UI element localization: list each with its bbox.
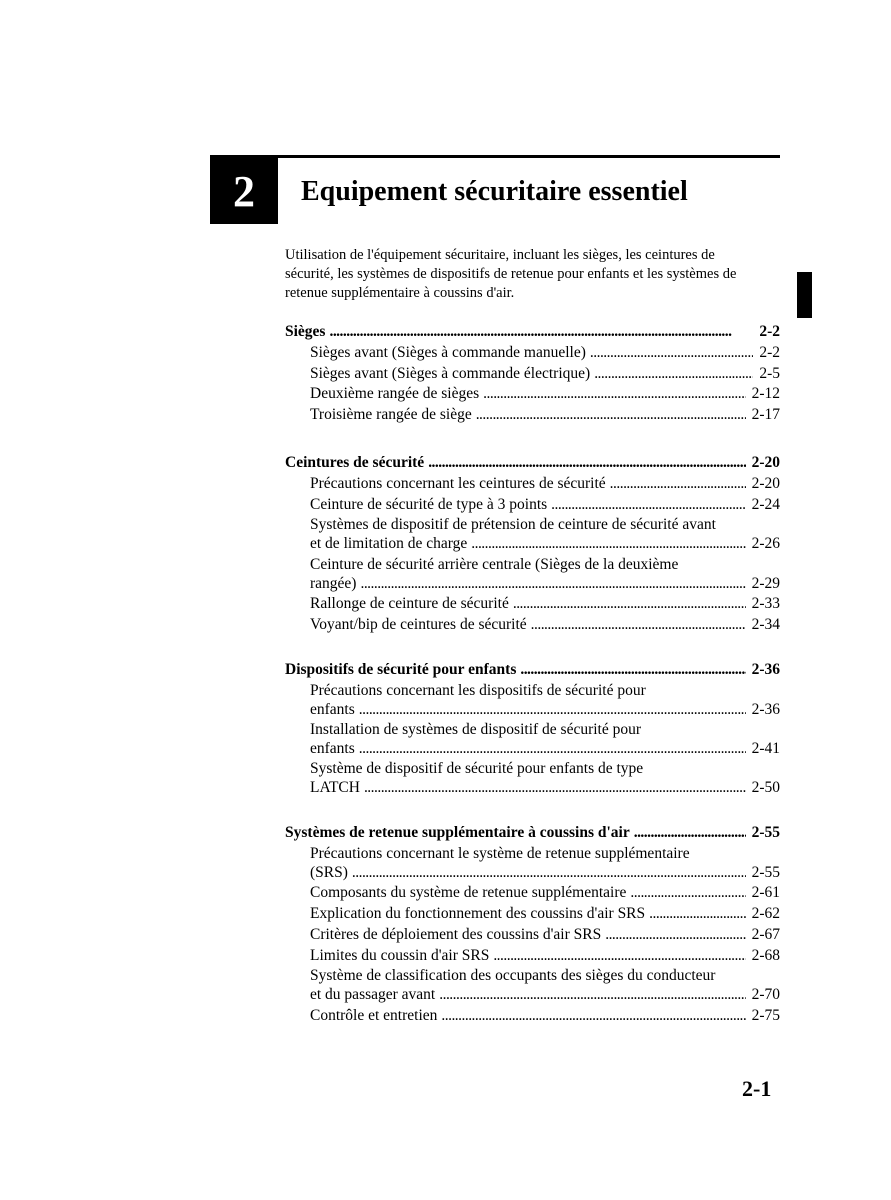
toc-page-number: 2-5 (759, 364, 780, 382)
dot-leader (630, 883, 745, 903)
dot-leader (594, 364, 753, 384)
dot-leader (439, 985, 745, 1005)
toc-entry-text: Sièges (285, 323, 326, 340)
toc-entry-text: Contrôle et entretien (310, 1006, 438, 1024)
chapter-header-rule (210, 155, 780, 158)
toc-page-number: 2-36 (751, 700, 780, 718)
toc-page-number: 2-2 (759, 343, 780, 361)
toc-subentry[interactable] (310, 946, 780, 966)
dot-leader (428, 453, 745, 473)
toc-page-number: 2-41 (751, 740, 780, 758)
toc-page-number: 2-62 (751, 904, 780, 922)
toc-subentry[interactable] (310, 555, 780, 594)
dot-leader (649, 904, 745, 924)
toc-subentry[interactable] (310, 720, 780, 759)
chapter-number: 2 (233, 166, 255, 216)
toc-entry-first-line: Installation de systèmes de dispositif de sécurité pour (310, 721, 642, 739)
toc-subentry[interactable] (310, 925, 780, 945)
toc-entry-text: Limites du coussin d'air SRS (310, 946, 490, 964)
toc-entry-text: Deuxième rangée de sièges (310, 385, 480, 403)
toc-subentry[interactable] (310, 883, 780, 903)
toc-page-number: 2-36 (751, 661, 780, 678)
dot-leader (364, 778, 746, 798)
toc-entry-text: Systèmes de retenue supplémentaire à coussins d'air (285, 824, 630, 841)
toc-subentry[interactable] (310, 515, 780, 554)
toc-page-number: 2-61 (751, 884, 780, 902)
toc-page-number: 2-33 (751, 595, 780, 612)
toc-entry-text: Dispositifs de sécurité pour enfants (285, 661, 517, 678)
toc-page-number: 2-29 (751, 574, 780, 592)
dot-leader (483, 384, 745, 404)
toc-subentry[interactable] (310, 844, 780, 883)
dot-leader (493, 946, 745, 966)
toc-page-number: 2-20 (751, 474, 780, 492)
toc-subentry[interactable] (310, 681, 780, 720)
chapter-number-box (210, 158, 278, 224)
toc-entry-first-line: Précautions concernant le système de retenue supplémentaire (310, 844, 690, 862)
toc-subentry[interactable] (310, 405, 780, 425)
dot-leader (441, 1006, 745, 1026)
toc-page-number: 2-75 (751, 1006, 780, 1024)
chapter-intro: Utilisation de l'équipement sécuritaire, incluant les sièges, les ceintures de sécurité, les systèmes de dispositifs de retenue pour enfants et les systèmes de retenue supplémentaire à coussins d'air. (285, 247, 737, 301)
toc-page-number: 2-26 (751, 535, 780, 553)
chapter-title: Equipement sécuritaire essentiel (301, 176, 688, 207)
toc-entry-text: et de limitation de charge (310, 535, 468, 553)
toc-entry-text: Composants du système de retenue supplémentaire (310, 884, 627, 902)
toc-entry-first-line: Système de classification des occupants des sièges du conducteur (310, 967, 716, 985)
toc-entry-text: enfants (310, 700, 355, 718)
toc-entry-text: Troisième rangée de siège (310, 406, 472, 424)
dot-leader (359, 700, 746, 720)
dot-leader (359, 739, 746, 759)
toc-page-number: 2-55 (751, 824, 780, 841)
toc-entry-text: Ceinture de sécurité de type à 3 points (310, 495, 548, 513)
dot-leader (360, 574, 745, 594)
toc-subentry[interactable] (310, 495, 780, 515)
toc-entry-text: Critères de déploiement des coussins d'air SRS (310, 925, 602, 943)
toc-entry-text: rangée) (310, 574, 357, 592)
dot-leader (476, 405, 746, 425)
toc-subentry[interactable] (310, 966, 780, 1005)
toc-subentry[interactable] (310, 594, 780, 614)
toc-entry-first-line: Précautions concernant les dispositifs de sécurité pour (310, 681, 646, 699)
toc-entry-text: enfants (310, 740, 355, 758)
toc-page-number: 2-34 (751, 615, 780, 633)
toc-page-number: 2-70 (751, 986, 780, 1004)
toc-section-1[interactable] (285, 453, 780, 473)
toc-entry-text: et du passager avant (310, 986, 436, 1004)
toc-subentry[interactable] (310, 615, 780, 635)
toc-entry-first-line: Ceinture de sécurité arrière centrale (Sièges de la deuxième (310, 555, 679, 573)
toc-entry-text: LATCH (310, 779, 360, 797)
toc-page-number: 2-67 (751, 925, 780, 943)
dot-leader (531, 615, 746, 635)
toc-page-number: 2-17 (751, 406, 780, 424)
dot-leader (634, 823, 746, 843)
dot-leader (605, 925, 745, 945)
dot-leader (329, 322, 753, 342)
toc-entry-text: Précautions concernant les ceintures de sécurité (310, 474, 606, 492)
toc-page-number: 2-68 (751, 946, 780, 964)
toc-entry-text: Sièges avant (Sièges à commande électrique) (310, 364, 591, 382)
toc-subentry[interactable] (310, 474, 780, 494)
dot-leader (352, 863, 746, 883)
toc-section-3[interactable] (285, 823, 780, 843)
toc-entry-text: Rallonge de ceinture de sécurité (310, 595, 509, 612)
toc-page-number: 2-55 (751, 863, 780, 881)
toc-entry-text: Ceintures de sécurité (285, 454, 425, 471)
toc-entry-text: Sièges avant (Sièges à commande manuelle) (310, 343, 586, 361)
toc-subentry[interactable] (310, 1006, 780, 1026)
dot-leader (513, 594, 746, 614)
toc-page-number: 2-20 (751, 454, 780, 471)
dot-leader (520, 660, 745, 680)
toc-section-0[interactable] (285, 322, 780, 342)
toc-page-number: 2-2 (759, 323, 780, 340)
dot-leader (551, 495, 745, 515)
toc-entry-text: (SRS) (310, 863, 348, 881)
toc-section-2[interactable] (285, 660, 780, 680)
dot-leader (610, 474, 746, 494)
toc-page-number: 2-24 (751, 495, 780, 513)
toc-entry-first-line: Systèmes de dispositif de prétension de ceinture de sécurité avant (310, 516, 716, 534)
toc-entry-first-line: Système de dispositif de sécurité pour enfants de type (310, 760, 644, 778)
page-number: 2-1 (742, 1076, 772, 1101)
dot-leader (471, 534, 745, 554)
dot-leader (590, 343, 753, 363)
chapter-side-tab (797, 272, 812, 318)
toc-entry-text: Explication du fonctionnement des coussins d'air SRS (310, 904, 646, 922)
toc-subentry[interactable] (310, 384, 780, 404)
toc-entry-text: Voyant/bip de ceintures de sécurité (310, 615, 527, 633)
toc-page-number: 2-12 (751, 385, 780, 403)
toc-subentry[interactable] (310, 343, 780, 363)
toc-page-number: 2-50 (751, 779, 780, 797)
toc-subentry[interactable] (310, 759, 780, 798)
toc-subentry[interactable] (310, 904, 780, 924)
toc-subentry[interactable] (310, 364, 780, 384)
